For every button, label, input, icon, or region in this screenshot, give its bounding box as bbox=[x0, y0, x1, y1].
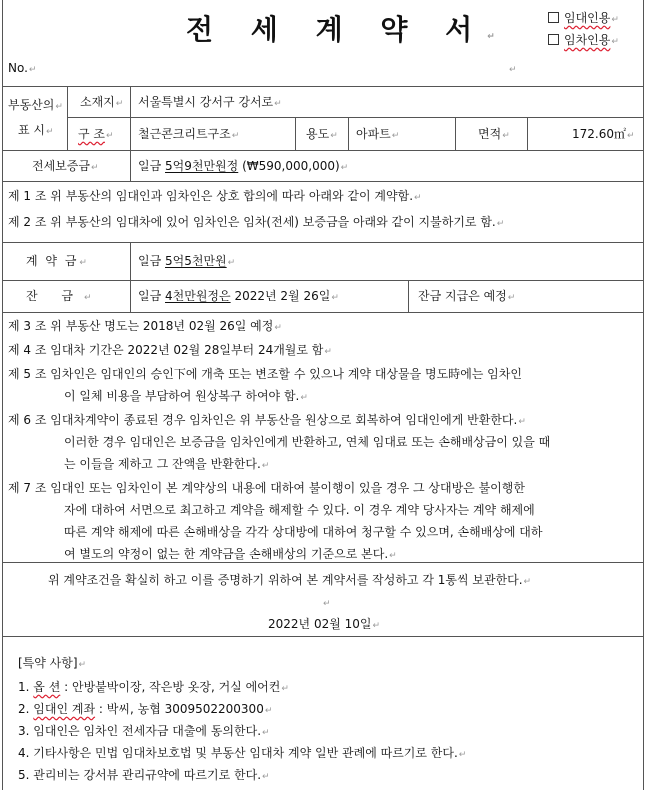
checkbox-icon[interactable] bbox=[548, 34, 559, 45]
deposit-label: 전세보증금↵ bbox=[32, 159, 99, 173]
checkbox-lessor-copy[interactable]: 임대인용↵ bbox=[548, 10, 619, 28]
balance-note: 잔금 지급은 예정↵ bbox=[418, 289, 516, 303]
article-2: 제 2 조 위 부동산의 임대차에 있어 임차인은 임차(전세) 보증금을 아래와 같이 지불하기로 함.↵ bbox=[8, 215, 505, 229]
location-value: 서울특별시 강서구 강서로↵ bbox=[138, 95, 282, 109]
checkbox-icon[interactable] bbox=[548, 12, 559, 23]
structure-value: 철근콘크리트구조↵ bbox=[138, 127, 240, 141]
contract-date: 2022년 02월 10일↵ bbox=[268, 617, 381, 631]
property-group-label-2: 표 시↵ bbox=[18, 123, 54, 137]
balance-value: 일금 4천만원정은 2022년 2월 26일↵ bbox=[138, 289, 339, 303]
special-term-1: 1. 옵 션 : 안방붙박이장, 작은방 옷장, 거실 에어컨↵ bbox=[18, 680, 289, 694]
closing-statement: 위 계약조건을 확실히 하고 이를 증명하기 위하여 본 계약서를 작성하고 각 1통씩 보관한다.↵ bbox=[48, 573, 532, 587]
special-term-2: 2. 임대인 계좌 : 박씨, 농협 3009502200300↵ bbox=[18, 702, 273, 716]
article-6-line-3: 는 이들을 제하고 그 잔액을 반환한다.↵ bbox=[64, 457, 270, 471]
document-number-label: No.↵ bbox=[8, 61, 37, 75]
contract-payment-value: 일금 5억5천만원↵ bbox=[138, 254, 236, 268]
right-border bbox=[643, 0, 644, 790]
article-5-line-2: 이 일체 비용을 부담하여 원상복구 하여야 함.↵ bbox=[64, 389, 308, 403]
article-3: 제 3 조 위 부동산 명도는 2018년 02월 26일 예정↵ bbox=[8, 319, 282, 333]
property-group-label: 부동산의↵ bbox=[8, 98, 63, 112]
paragraph-mark: ↵ bbox=[323, 599, 331, 609]
checkbox-lessee-copy[interactable]: 임차인용↵ bbox=[548, 32, 619, 50]
special-terms-heading: [특약 사항]↵ bbox=[18, 656, 87, 670]
article-7-line-4: 여 별도의 약정이 없는 한 계약금을 손해배상의 기준으로 본다.↵ bbox=[64, 547, 397, 561]
article-7-line-3: 따른 계약 해제에 따른 손해배상을 각각 상대방에 대하여 청구할 수 있으며, 손해배상에 대하 bbox=[64, 525, 543, 539]
document-title: 전 세 계 약 서↵ bbox=[186, 13, 509, 46]
area-label: 면적↵ bbox=[478, 127, 510, 141]
article-4: 제 4 조 임대차 기간은 2022년 02월 28일부터 24개월로 함↵ bbox=[8, 343, 332, 357]
special-term-3: 3. 임대인은 임차인 전세자금 대출에 동의한다.↵ bbox=[18, 724, 270, 738]
article-6-line-2: 이러한 경우 임대인은 보증금을 임차인에게 반환하고, 연체 임대료 또는 손해배상금이 있을 때 bbox=[64, 435, 551, 449]
use-label: 용도↵ bbox=[306, 127, 338, 141]
paragraph-mark: ↵ bbox=[509, 65, 517, 75]
contract-payment-label: 계 약 금↵ bbox=[26, 254, 89, 268]
use-value: 아파트↵ bbox=[356, 127, 400, 141]
area-value: 172.60㎡↵ bbox=[572, 127, 635, 141]
special-term-4: 4. 기타사항은 민법 임대차보호법 및 부동산 임대차 계약 일반 관례에 따르기로 한다.↵ bbox=[18, 746, 467, 760]
article-1: 제 1 조 위 부동산의 임대인과 임차인은 상호 합의에 따라 아래와 같이 계약함.↵ bbox=[8, 189, 422, 203]
location-label: 소재지↵ bbox=[80, 95, 124, 109]
article-7-line-1: 제 7 조 임대인 또는 임차인이 본 계약상의 내용에 대하여 불이행이 있을 경우 그 상대방은 불이행한 bbox=[8, 481, 525, 495]
structure-label: 구 조↵ bbox=[78, 127, 114, 141]
article-7-line-2: 자에 대하여 서면으로 최고하고 계약을 해제할 수 있다. 이 경우 계약 당사자는 계약 해제에 bbox=[64, 503, 535, 517]
special-term-5: 5. 관리비는 강서뷰 관리규약에 따르기로 한다.↵ bbox=[18, 768, 270, 782]
article-6-line-1: 제 6 조 임대차계약이 종료된 경우 임차인은 위 부동산을 원상으로 회복하여 임대인에게 반환한다.↵ bbox=[8, 413, 526, 427]
left-border bbox=[2, 0, 3, 790]
article-5-line-1: 제 5 조 임차인은 임대인의 승인下에 개축 또는 변조할 수 있으나 계약 대상물을 명도時에는 임차인 bbox=[8, 367, 522, 381]
deposit-value: 일금 5억9천만원정 (₩590,000,000)↵ bbox=[138, 159, 349, 173]
balance-label: 잔 금↵ bbox=[26, 289, 102, 303]
